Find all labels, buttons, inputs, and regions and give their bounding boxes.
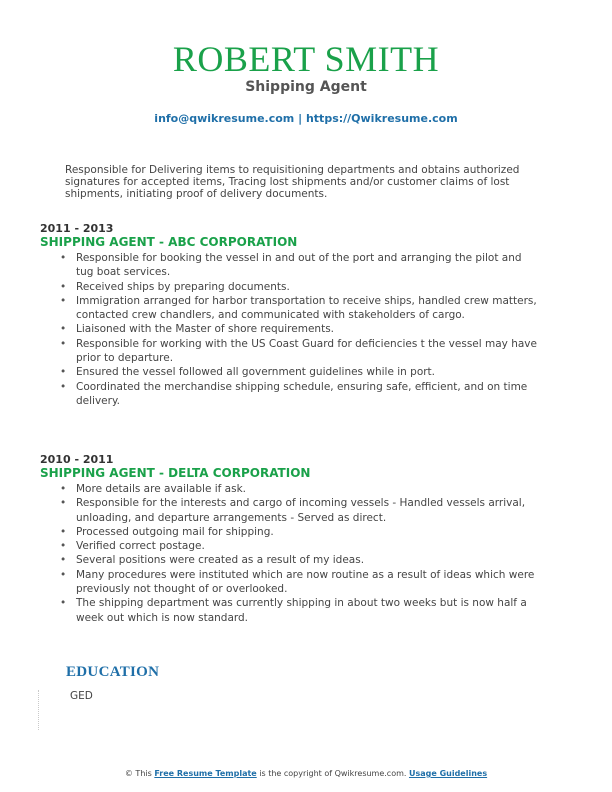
footer-middle: is the copyright of Qwikresume.com. xyxy=(256,769,409,778)
duty-item: • Ensured the vessel followed all government guidelines while in port. xyxy=(40,365,540,379)
duty-item: • Coordinated the merchandise shipping schedule, ensuring safe, efficient, and on time delivery. xyxy=(40,380,540,409)
duty-item: • Verified correct postage. xyxy=(40,539,540,553)
website-link[interactable]: https://Qwikresume.com xyxy=(305,112,458,125)
job-role: SHIPPING AGENT - ABC CORPORATION xyxy=(40,235,298,249)
job-title: Shipping Agent xyxy=(245,79,367,95)
duty-item: • Processed outgoing mail for shipping. xyxy=(40,525,540,539)
experience-entry xyxy=(40,453,540,625)
education-divider xyxy=(38,690,39,730)
duty-list xyxy=(40,482,540,625)
usage-guidelines-link[interactable]: Usage Guidelines xyxy=(408,769,488,778)
footer-prefix: © This xyxy=(124,769,155,778)
email-link[interactable]: info@qwikresume.com xyxy=(154,112,295,125)
duty-item: • Received ships by preparing documents. xyxy=(40,280,540,294)
duty-item: • Liaisoned with the Master of shore requirements. xyxy=(40,322,540,336)
summary-paragraph: Responsible for Delivering items to requisitioning departments and obtains authorized signatures for accepted items, Tracing lost shipments and/or customer claims of lost shipments, initiating proof of delivery documents. xyxy=(65,164,520,200)
free-template-link[interactable]: Free Resume Template xyxy=(154,769,257,778)
duty-list xyxy=(40,251,540,408)
experience-entry xyxy=(40,222,540,408)
duty-item: • The shipping department was currently shipping in about two weeks but is now half a week out which is now standard. xyxy=(40,596,540,625)
contact-separator: | xyxy=(294,112,306,125)
footer xyxy=(0,769,612,778)
duty-item: • More details are available if ask. xyxy=(40,482,540,496)
education-heading: EDUCATION xyxy=(66,664,160,680)
duty-item: • Responsible for working with the US Coast Guard for deficiencies t the vessel may have prior to departure. xyxy=(40,337,540,366)
duty-item: • Immigration arranged for harbor transportation to receive ships, handled crew matters, contacted crew chandlers, and communicated with stakeholders of cargo. xyxy=(40,294,540,323)
duty-item: • Responsible for booking the vessel in and out of the port and arranging the pilot and tug boat services. xyxy=(40,251,540,280)
candidate-name: ROBERT SMITH xyxy=(172,39,440,79)
job-dates: 2010 - 2011 xyxy=(40,453,114,466)
job-dates: 2011 - 2013 xyxy=(40,222,114,235)
duty-item: • Many procedures were instituted which are now routine as a result of ideas which were previously not thought of or overlooked. xyxy=(40,568,540,597)
duty-item: • Several positions were created as a result of my ideas. xyxy=(40,553,540,567)
job-role: SHIPPING AGENT - DELTA CORPORATION xyxy=(40,466,311,480)
contact-line xyxy=(0,112,612,126)
duty-item: • Responsible for the interests and cargo of incoming vessels - Handled vessels arrival, unloading, and departure arrangements - Served as direct. xyxy=(40,496,540,525)
education-item: GED xyxy=(70,690,93,702)
